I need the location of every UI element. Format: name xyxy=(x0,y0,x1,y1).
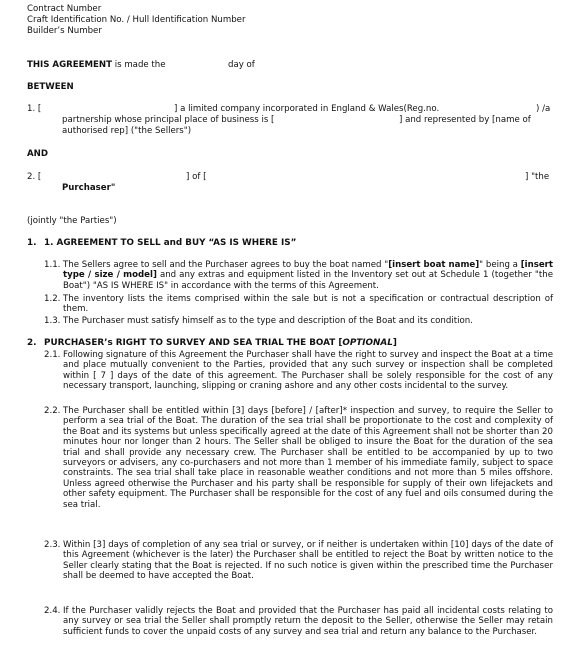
party1-line2a: partnership whose principal place of business is [ xyxy=(62,115,275,125)
clause-2-2-text: The Purchaser shall be entitled within [3] days [before] / [after]* inspection and survey, to require the Seller to perform a sea trial of the Boat. The duration of the sea trial shall be proportionate to the cost and complexity of the Boat and its systems but unless specifically agreed at the date of this Agreement shall not be shorter than 20 minutes hour nor longer than 2 hours. The Seller shall be obliged to insure the Boat for the duration of the sea trial and shall provide any necessary crew. The Purchaser shall be entitled to be accompanied by up to two surveyors or advisers, any co-purchasers and not more than 1 member of his immediate family, subject to space constraints. The sea trial shall take place in reasonable weather conditions and not more than 5 miles offshore. Unless agreed otherwise the Purchaser and his party shall be responsible for supply of their own lifejackets and other safety equipment. The Purchaser shall be responsible for the cost of any fuel and oils consumed during the sea trial. xyxy=(63,406,553,510)
clause-2-4-number: 2.4. xyxy=(44,606,61,616)
party2-of: ] of [ xyxy=(186,172,207,182)
section2-number: 2. xyxy=(27,338,37,348)
craft-identification-label: Craft Identification No. / Hull Identification Number xyxy=(27,15,246,25)
and-label: AND xyxy=(27,149,48,159)
between-label: BETWEEN xyxy=(27,82,74,92)
clause-1-1-text xyxy=(63,260,553,291)
party1-line3: authorised rep] ("the Sellers") xyxy=(62,126,192,136)
clause-1-3-number: 1.3. xyxy=(44,316,61,326)
agreement-rest: is made the xyxy=(111,60,166,70)
section1-title: 1. AGREEMENT TO SELL and BUY “AS IS WHERE IS” xyxy=(44,238,297,248)
jointly-parties: (jointly "the Parties") xyxy=(27,216,117,226)
clause-1-2-text: The inventory lists the items comprised within the sale but is not a specification or contractual description of them. xyxy=(63,294,553,315)
contract-number-label: Contract Number xyxy=(27,4,102,14)
section2-title xyxy=(44,338,397,348)
section2-title-main: PURCHASER’s RIGHT TO SURVEY AND SEA TRIAL THE BOAT [ xyxy=(44,338,343,348)
party1-line1a: ] a limited company incorporated in England & Wales(Reg.no. xyxy=(174,104,440,114)
day-of-label: day of xyxy=(228,60,255,70)
clause-1-1-part-c: " being a xyxy=(479,260,518,270)
party2-the: ] "the xyxy=(525,172,550,182)
clause-1-2-number: 1.2. xyxy=(44,294,61,304)
agreement-line xyxy=(27,60,166,70)
agreement-lead: THIS AGREEMENT xyxy=(27,60,112,70)
clause-2-1-text: Following signature of this Agreement the Purchaser shall have the right to survey and inspect the Boat at a time and place mutually convenient to the Parties, provided that any such survey or inspection shall be completed within [ 7 ] days of the date of this agreement. The Purchaser shall be solely responsible for the cost of any necessary transport, launching, slipping or craning ashore and any other costs incidental to the survey. xyxy=(63,350,553,392)
clause-1-3-text: The Purchaser must satisfy himself as to the type and description of the Boat and its condition. xyxy=(63,316,473,326)
party2-purchaser: Purchaser" xyxy=(62,183,116,193)
clause-1-1-boat-name: [insert boat name] xyxy=(388,260,480,270)
party1-line2b: ] and represented by [name of xyxy=(399,115,531,125)
clause-1-1-number: 1.1. xyxy=(44,260,61,270)
clause-1-1-part-e: and any extras and equipment listed in the Inventory set out at Schedule 1 (together "the Boat") "AS IS WHERE IS" in accordance with the terms of this Agreement. xyxy=(63,270,553,291)
clause-1-1-part-a: The Sellers agree to sell and the Purchaser agrees to buy the boat named " xyxy=(63,260,389,270)
section1-number: 1. xyxy=(27,238,37,248)
builders-number-label: Builder’s Number xyxy=(27,26,102,36)
clause-2-3-text: Within [3] days of completion of any sea trial or survey, or if neither is undertaken within [10] days of the date of this Agreement (whichever is the later) the Purchaser shall be entitled to reject the Boat by written notice to the Seller clearly stating that the Boat is rejected. If no such notice is given within the prescribed time the Purchaser shall be deemed to have accepted the Boat. xyxy=(63,540,553,582)
party2-number: 2. [ xyxy=(27,172,42,182)
clause-2-3-number: 2.3. xyxy=(44,540,61,550)
party1-number: 1. [ xyxy=(27,104,42,114)
clause-2-1-number: 2.1. xyxy=(44,350,61,360)
clause-2-4-text: If the Purchaser validly rejects the Boat and provided that the Purchaser has paid all incidental costs relating to any survey or sea trial the Seller shall promptly return the deposit to the Seller, otherwise the Seller may retain sufficient funds to cover the unpaid costs of any survey and sea trial and return any balance to the Purchaser. xyxy=(63,606,553,637)
party1-line1b: ) /a xyxy=(536,104,551,114)
clause-1-1-type-size: [insert type / size / model] xyxy=(63,260,554,281)
section2-title-close: ] xyxy=(392,338,397,348)
clause-2-2-number: 2.2. xyxy=(44,406,61,416)
section2-title-optional: OPTIONAL xyxy=(342,338,393,348)
